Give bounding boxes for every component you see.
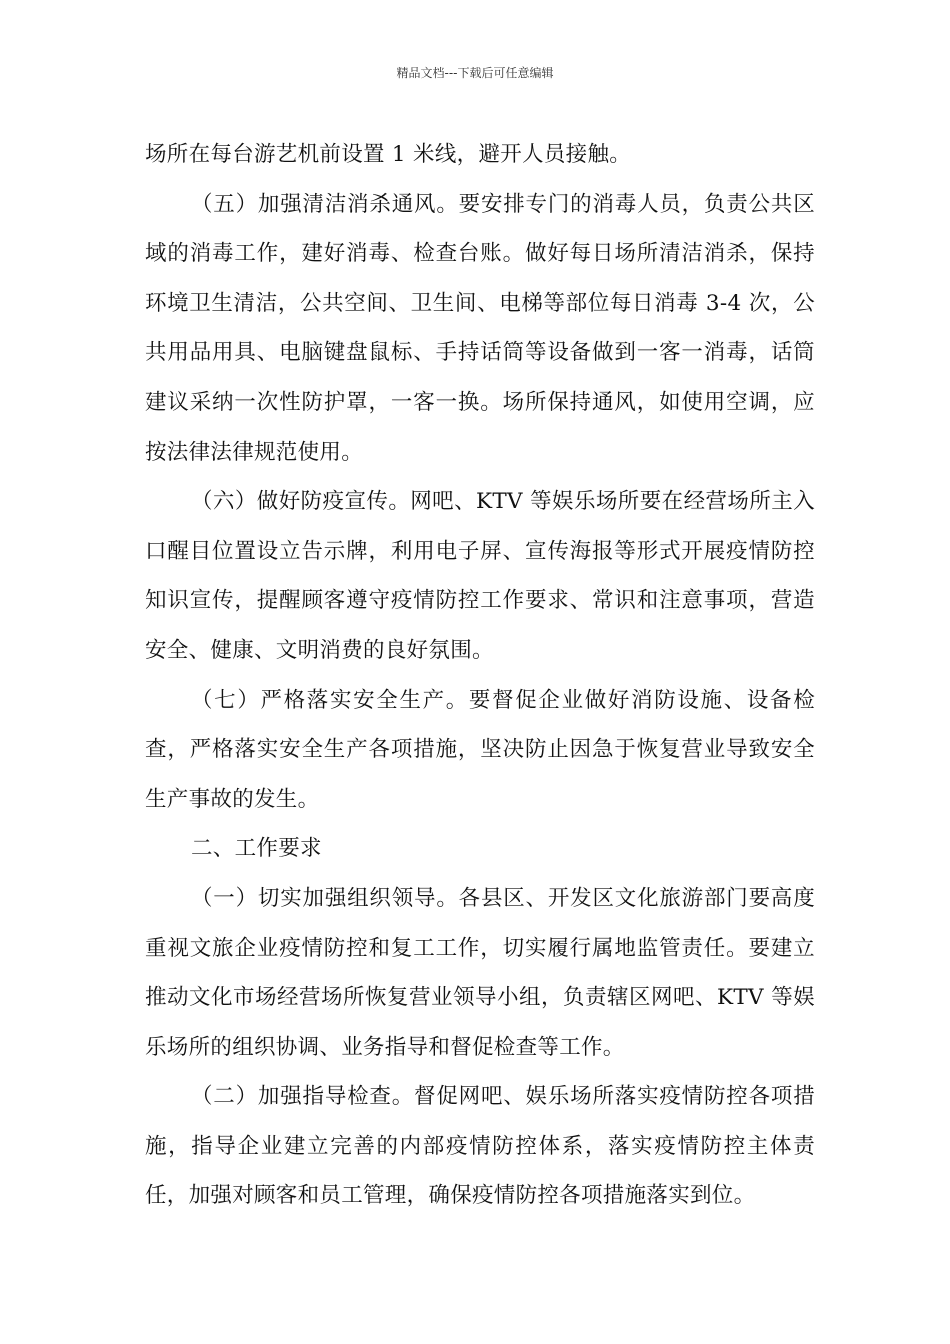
document-body: [145, 130, 815, 1221]
paragraph-continuation: 场所在每台游艺机前设置 1 米线，避开人员接触。: [145, 142, 632, 167]
paragraph-requirement-1: （一）切实加强组织领导。各县区、开发区文化旅游部门要高度重视文旅企业疫情防控和复工工作，切实履行属地监管责任。要建立推动文化市场经营场所恢复营业领导小组，负责辖区网吧、KTV 等娱乐场所的组织协调、业务指导和督促检查等工作。: [145, 885, 815, 1060]
page-header: 精品文档---下载后可任意编辑: [396, 66, 554, 80]
paragraph-section-5: （五）加强清洁消杀通风。要安排专门的消毒人员，负责公共区域的消毒工作，建好消毒、检查台账。做好每日场所清洁消杀，保持环境卫生清洁，公共空间、卫生间、电梯等部位每日消毒 3-4 次，公共用品用具、电脑键盘鼠标、手持话筒等设备做到一客一消毒，话筒建议采纳一次性防护罩，一客一换。场所保持通风，如使用空调，应按法律法律规范使用。: [145, 191, 815, 465]
paragraph-requirement-2: （二）加强指导检查。督促网吧、娱乐场所落实疫情防控各项措施，指导企业建立完善的内部疫情防控体系，落实疫情防控主体责任，加强对顾客和员工管理，确保疫情防控各项措施落实到位。: [145, 1084, 815, 1209]
paragraph-section-6: （六）做好防疫宣传。网吧、KTV 等娱乐场所要在经营场所主入口醒目位置设立告示牌，利用电子屏、宣传海报等形式开展疫情防控知识宣传，提醒顾客遵守疫情防控工作要求、常识和注意事项，营造安全、健康、文明消费的良好氛围。: [145, 489, 815, 663]
paragraph-section-7: （七）严格落实安全生产。要督促企业做好消防设施、设备检查，严格落实安全生产各项措施，坚决防止因急于恢复营业导致安全生产事故的发生。: [145, 687, 815, 812]
section-heading-work-requirements: 二、工作要求: [191, 836, 322, 862]
